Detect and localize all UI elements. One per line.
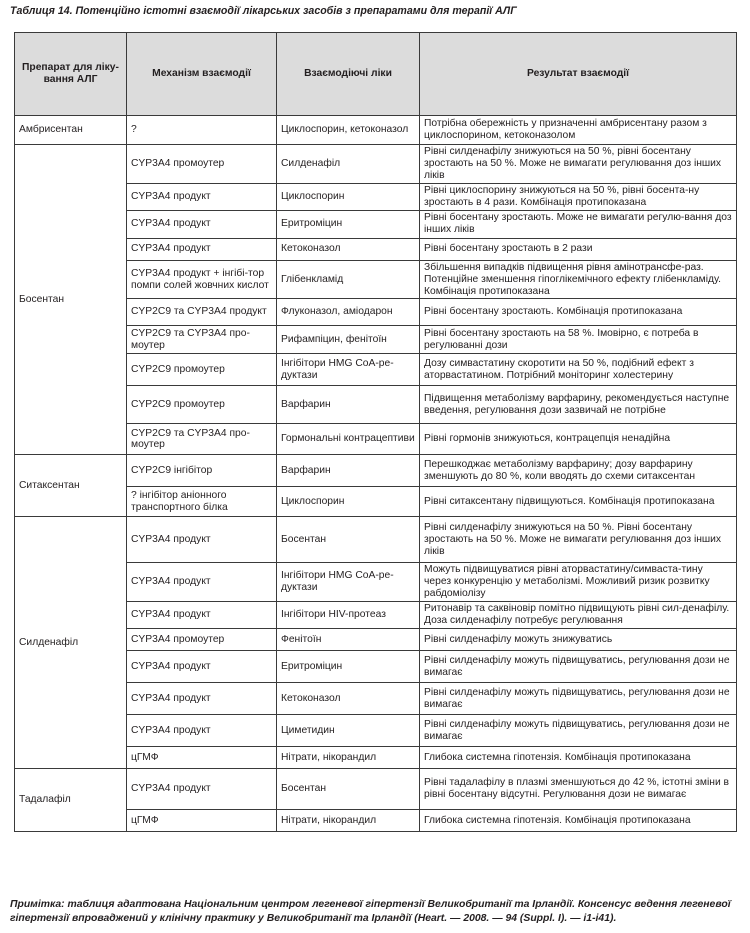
result-cell: Рівні циклоспорину знижуються на 50 %, рівні босента-ну зростають в 4 рази. Комбінація протипоказана: [420, 183, 737, 210]
mechanism-cell: CYP2C9 інгібітор: [127, 455, 277, 487]
mechanism-cell: CYP3A4 продукт: [127, 238, 277, 260]
interacting-drugs-cell: Циклоспорин, кетоконазол: [277, 116, 420, 145]
interacting-drugs-cell: Силденафіл: [277, 145, 420, 184]
table-body: [15, 116, 737, 832]
column-header-drug: Препарат для ліку-вання АЛГ: [15, 33, 127, 116]
result-cell: Рівні босентану зростають на 58 %. Імовірно, є потреба в регулюванні дози: [420, 326, 737, 354]
result-cell: Дозу симвастатину скоротити на 50 %, подібний ефект з аторвастатином. Потрібний моніторинг холестерину: [420, 354, 737, 386]
mechanism-cell: CYP2C9 промоутер: [127, 354, 277, 386]
interacting-drugs-cell: Циклоспорин: [277, 183, 420, 210]
table-row: [15, 455, 737, 487]
drug-cell: Силденафіл: [15, 517, 127, 769]
result-cell: Рівні силденафілу знижуються на 50 %. Рівні босентану зростають на 50 %. Може не вимагати регулювання доз інших ліків: [420, 517, 737, 563]
interacting-drugs-cell: Рифампіцин, фенітоїн: [277, 326, 420, 354]
result-cell: Рівні босентану зростають в 2 рази: [420, 238, 737, 260]
result-cell: Потрібна обережність у призначенні амбрисентану разом з циклоспорином, кетоконазолом: [420, 116, 737, 145]
footnote: Примітка: таблиця адаптована Національним центром легеневої гіпертензії Великобританії та Ірландії. Консенсус ведення легеневої гіпертензії впроваджений у клінічну практику у Великобританії та Ірландії (Heart. — 2008. — 94 (Suppl. I). — i1-i41).: [10, 899, 731, 924]
interacting-drugs-cell: Флуконазол, аміодарон: [277, 299, 420, 326]
column-header-interacting-drugs: Взаємодіючі ліки: [277, 33, 420, 116]
result-cell: Рівні силденафілу можуть підвищуватись, регулювання дози не вимагає: [420, 715, 737, 747]
mechanism-cell: CYP3A4 продукт: [127, 715, 277, 747]
interacting-drugs-cell: Циметидин: [277, 715, 420, 747]
interacting-drugs-cell: Еритроміцин: [277, 651, 420, 683]
mechanism-cell: CYP3A4 продукт: [127, 602, 277, 629]
interacting-drugs-cell: Інгібітори HMG CoA-ре-дуктази: [277, 354, 420, 386]
interacting-drugs-cell: Нітрати, нікорандил: [277, 747, 420, 769]
interacting-drugs-cell: Варфарин: [277, 455, 420, 487]
result-cell: Рівні силденафілу можуть підвищуватись, регулювання дози не вимагає: [420, 683, 737, 715]
interacting-drugs-cell: Фенітоїн: [277, 629, 420, 651]
mechanism-cell: CYP3A4 промоутер: [127, 145, 277, 184]
interacting-drugs-cell: Циклоспорин: [277, 487, 420, 517]
result-cell: Рівні босентану зростають. Комбінація протипоказана: [420, 299, 737, 326]
drug-cell: Босентан: [15, 145, 127, 455]
result-cell: Глибока системна гіпотензія. Комбінація протипоказана: [420, 810, 737, 832]
result-cell: Можуть підвищуватися рівні аторвастатину/симваста-тину через конкуренцію у метаболізмі. Можливий ризик розвитку рабдоміолізу: [420, 563, 737, 602]
table-row: [15, 769, 737, 810]
mechanism-cell: CYP3A4 продукт: [127, 183, 277, 210]
mechanism-cell: CYP3A4 продукт: [127, 769, 277, 810]
drug-cell: Тадалафіл: [15, 769, 127, 832]
mechanism-cell: CYP2C9 та CYP3A4 про-моутер: [127, 424, 277, 455]
mechanism-cell: CYP3A4 продукт: [127, 210, 277, 238]
table-row: [15, 145, 737, 184]
result-cell: Рівні силденафілу можуть знижуватись: [420, 629, 737, 651]
interacting-drugs-cell: Гормональні контрацептиви: [277, 424, 420, 455]
mechanism-cell: цГМФ: [127, 810, 277, 832]
interacting-drugs-cell: Босентан: [277, 769, 420, 810]
table-header-row: [15, 33, 737, 116]
column-header-result: Результат взаємодії: [420, 33, 737, 116]
table-row: [15, 116, 737, 145]
result-cell: Глибока системна гіпотензія. Комбінація протипоказана: [420, 747, 737, 769]
interacting-drugs-cell: Кетоконазол: [277, 238, 420, 260]
result-cell: Підвищення метаболізму варфарину, рекомендується наступне введення, регулювання дози зазвичай не потрібне: [420, 386, 737, 424]
drug-cell: Амбрисентан: [15, 116, 127, 145]
mechanism-cell: ?: [127, 116, 277, 145]
mechanism-cell: цГМФ: [127, 747, 277, 769]
drug-interactions-table: [14, 32, 737, 832]
result-cell: Рівні босентану зростають. Може не вимагати регулю-вання доз інших ліків: [420, 210, 737, 238]
result-cell: Перешкоджає метаболізму варфарину; дозу варфарину зменшують до 80 %, коли вводять до схеми ситаксентан: [420, 455, 737, 487]
mechanism-cell: CYP3A4 продукт: [127, 517, 277, 563]
mechanism-cell: CYP3A4 продукт: [127, 651, 277, 683]
interacting-drugs-cell: Інгібітори HMG CoA-ре-дуктази: [277, 563, 420, 602]
table-caption: Таблиця 14. Потенційно істотні взаємодії лікарських засобів з препаратами для терапії АЛГ: [10, 5, 517, 17]
interacting-drugs-cell: Інгібітори HIV-протеаз: [277, 602, 420, 629]
mechanism-cell: CYP3A4 промоутер: [127, 629, 277, 651]
column-header-mechanism: Механізм взаємодії: [127, 33, 277, 116]
drug-cell: Ситаксентан: [15, 455, 127, 517]
interacting-drugs-cell: Варфарин: [277, 386, 420, 424]
interacting-drugs-cell: Еритроміцин: [277, 210, 420, 238]
interacting-drugs-cell: Кетоконазол: [277, 683, 420, 715]
mechanism-cell: CYP2C9 та CYP3A4 про-моутер: [127, 326, 277, 354]
result-cell: Рівні силденафілу можуть підвищуватись, регулювання дози не вимагає: [420, 651, 737, 683]
result-cell: Збільшення випадків підвищення рівня амінотрансфе-раз. Потенційне зменшення гіпоглікемічного ефекту глібенкламіду. Комбінація протипоказана: [420, 260, 737, 299]
result-cell: Рівні силденафілу знижуються на 50 %, рівні босентану зростають на 50 %. Може не вимагати регулювання доз інших ліків: [420, 145, 737, 184]
result-cell: Рівні ситаксентану підвищуються. Комбінація протипоказана: [420, 487, 737, 517]
mechanism-cell: CYP3A4 продукт: [127, 563, 277, 602]
interacting-drugs-cell: Нітрати, нікорандил: [277, 810, 420, 832]
table-row: [15, 517, 737, 563]
mechanism-cell: ? інгібітор аніонного транспортного білка: [127, 487, 277, 517]
mechanism-cell: CYP2C9 промоутер: [127, 386, 277, 424]
result-cell: Рівні тадалафілу в плазмі зменшуються до 42 %, істотні зміни в рівні босентану відсутні. Регулювання дози не вимагає: [420, 769, 737, 810]
mechanism-cell: CYP2C9 та CYP3A4 продукт: [127, 299, 277, 326]
mechanism-cell: CYP3A4 продукт + інгібі-тор помпи солей жовчних кислот: [127, 260, 277, 299]
mechanism-cell: CYP3A4 продукт: [127, 683, 277, 715]
interacting-drugs-cell: Глібенкламід: [277, 260, 420, 299]
interacting-drugs-cell: Босентан: [277, 517, 420, 563]
result-cell: Рівні гормонів знижуються, контрацепція ненадійна: [420, 424, 737, 455]
result-cell: Ритонавір та саквіновір помітно підвищують рівні сил-денафілу. Доза силденафілу потребує регулювання: [420, 602, 737, 629]
